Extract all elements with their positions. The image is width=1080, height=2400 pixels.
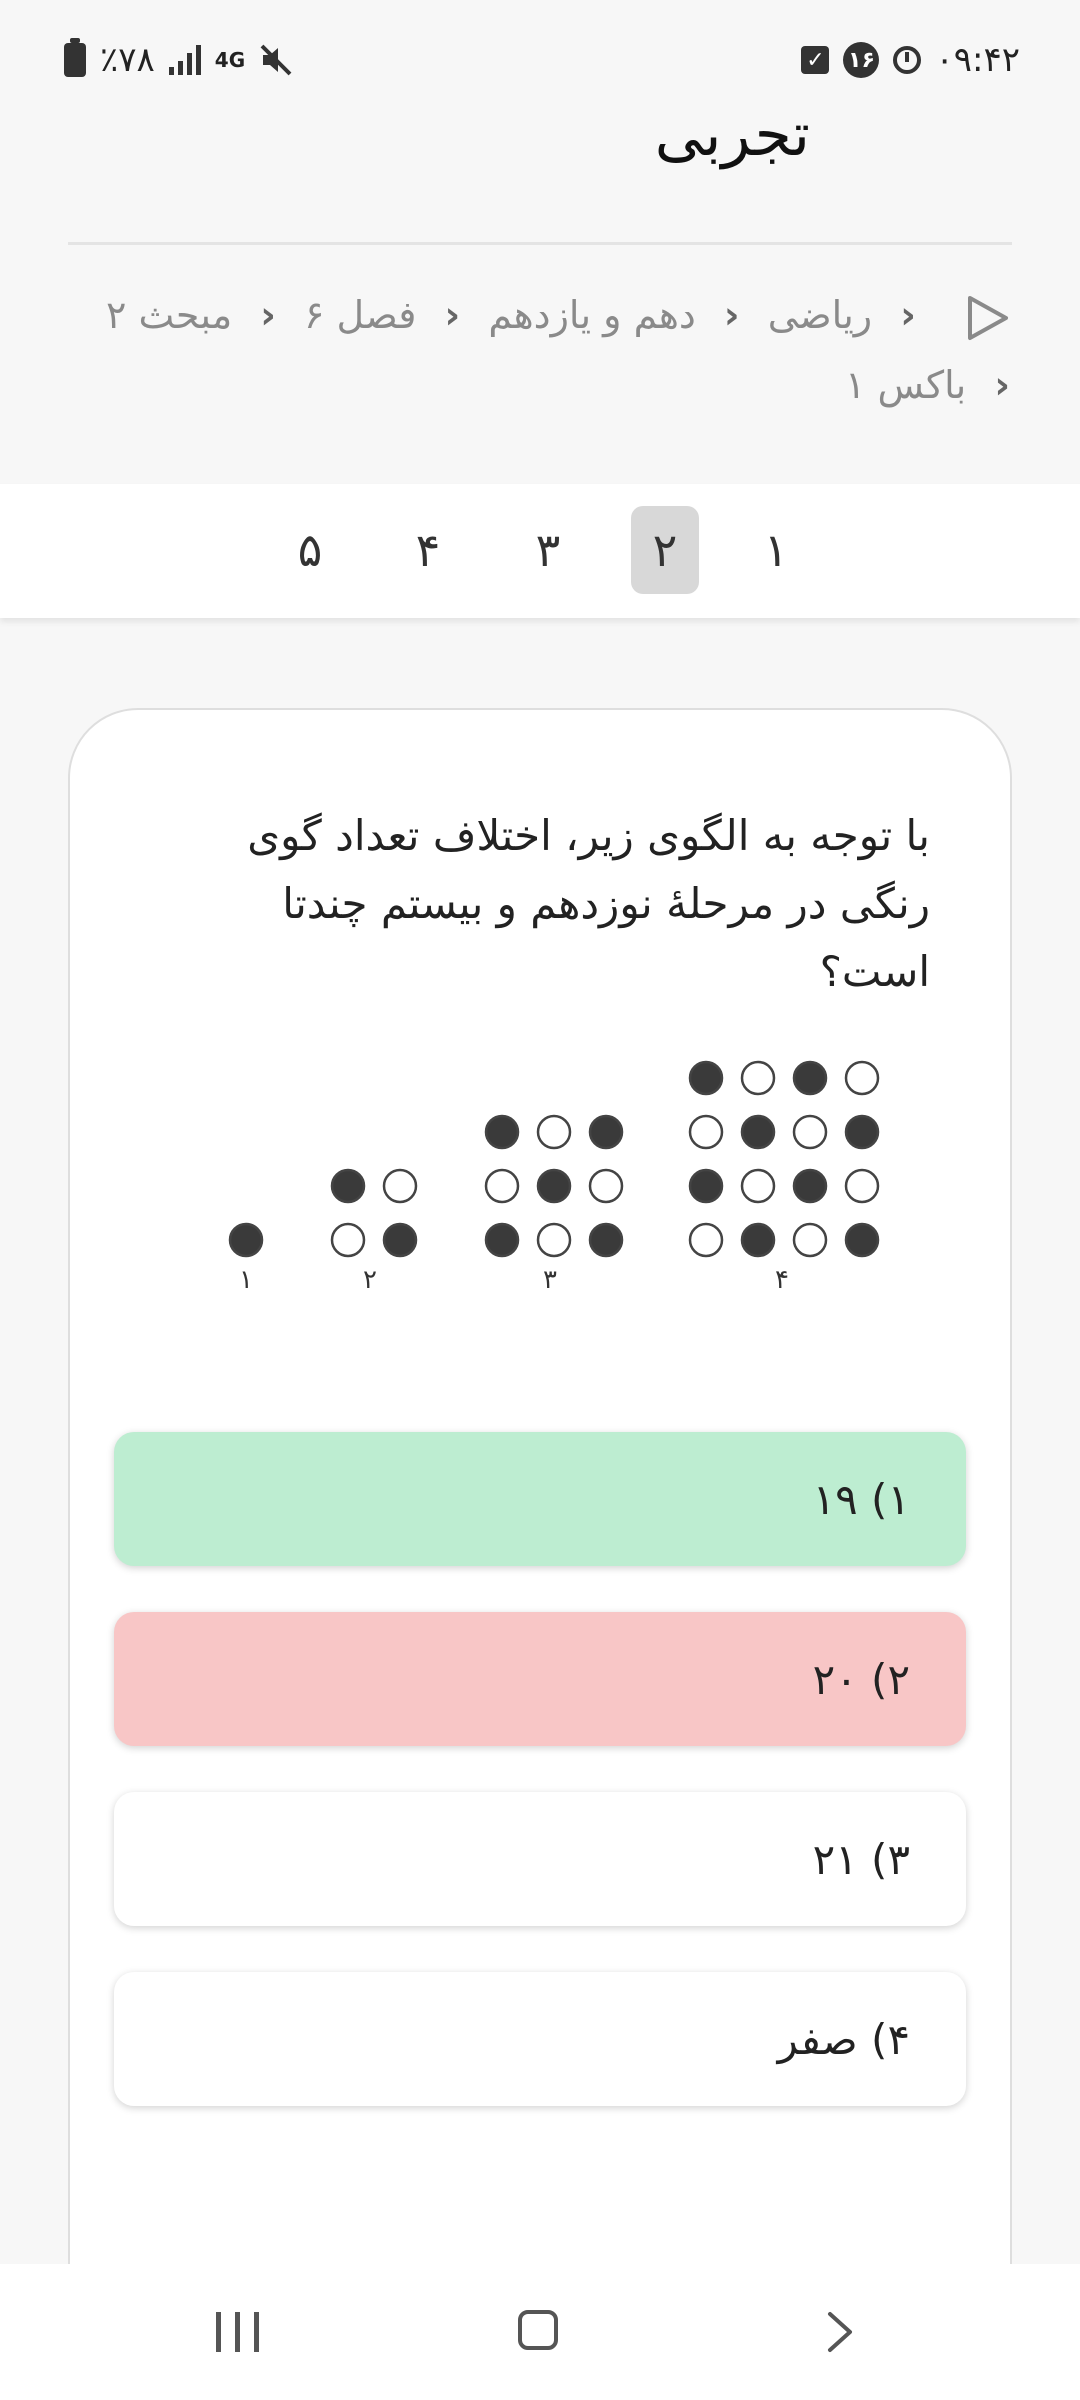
white-ball bbox=[538, 1224, 570, 1256]
colored-ball bbox=[794, 1170, 826, 1202]
tab-4[interactable]: ۴ bbox=[415, 523, 441, 577]
chevron-icon: ‹ bbox=[723, 293, 740, 337]
white-ball bbox=[846, 1170, 878, 1202]
mute-icon bbox=[259, 43, 293, 77]
stage-label: ۴ bbox=[775, 1265, 789, 1295]
colored-ball bbox=[590, 1116, 622, 1148]
breadcrumb-item-chapter[interactable]: فصل ۶ bbox=[304, 293, 417, 337]
breadcrumb-item-topic[interactable]: مبحث ۲ bbox=[106, 293, 233, 337]
white-ball bbox=[794, 1224, 826, 1256]
colored-ball bbox=[846, 1224, 878, 1256]
white-ball bbox=[846, 1062, 878, 1094]
colored-ball bbox=[384, 1224, 416, 1256]
stage-label: ۱ bbox=[239, 1265, 253, 1295]
status-time: ۰۹:۴۲ bbox=[935, 40, 1020, 80]
battery-level: ٪۷۸ bbox=[100, 40, 155, 80]
back-icon[interactable] bbox=[824, 2310, 856, 2354]
option-1[interactable]: ۱) ۱۹ bbox=[114, 1432, 966, 1566]
colored-ball bbox=[794, 1062, 826, 1094]
option-3[interactable]: ۳) ۲۱ bbox=[114, 1792, 966, 1926]
white-ball bbox=[742, 1062, 774, 1094]
system-nav-bar bbox=[0, 2264, 1080, 2400]
breadcrumb-item-grade[interactable]: دهم و یازدهم bbox=[488, 293, 696, 337]
colored-ball bbox=[742, 1224, 774, 1256]
header-divider bbox=[68, 242, 1012, 245]
battery-icon bbox=[64, 43, 86, 77]
white-ball bbox=[384, 1170, 416, 1202]
question-card bbox=[68, 708, 1012, 2348]
page-title: تجربی bbox=[654, 100, 810, 170]
breadcrumb bbox=[70, 280, 1010, 420]
colored-ball bbox=[846, 1116, 878, 1148]
colored-ball bbox=[690, 1170, 722, 1202]
stage-label: ۲ bbox=[363, 1265, 377, 1295]
timer-icon bbox=[893, 46, 921, 74]
tab-5[interactable]: ۵ bbox=[297, 523, 323, 577]
colored-ball bbox=[230, 1224, 262, 1256]
network-4g-icon: 4G bbox=[214, 48, 246, 72]
chevron-icon: ‹ bbox=[994, 363, 1010, 407]
status-bar bbox=[0, 0, 1080, 120]
option-4[interactable]: ۴) صفر bbox=[114, 1972, 966, 2106]
white-ball bbox=[332, 1224, 364, 1256]
colored-ball bbox=[690, 1062, 722, 1094]
chevron-icon: ‹ bbox=[900, 293, 916, 337]
white-ball bbox=[690, 1116, 722, 1148]
white-ball bbox=[742, 1170, 774, 1202]
ball-pattern-figure bbox=[150, 1000, 950, 1340]
status-left bbox=[64, 40, 293, 80]
white-ball bbox=[590, 1170, 622, 1202]
question-text: با توجه به الگوی زیر، اختلاف تعداد گوی رنگی در مرحلۀ نوزدهم و بیستم چندتا است؟ bbox=[247, 811, 930, 996]
tab-1[interactable]: ۱ bbox=[763, 523, 789, 577]
chevron-icon: ‹ bbox=[444, 293, 461, 337]
status-right bbox=[801, 40, 1020, 80]
question-tabs bbox=[0, 484, 1080, 618]
option-2[interactable]: ۲) ۲۰ bbox=[114, 1612, 966, 1746]
play-icon[interactable] bbox=[966, 294, 1010, 342]
checkbox-icon: ✓ bbox=[801, 46, 829, 74]
recent-apps-icon[interactable] bbox=[216, 2312, 259, 2352]
chevron-icon: ‹ bbox=[260, 293, 276, 337]
white-ball bbox=[690, 1224, 722, 1256]
stage-label: ۳ bbox=[543, 1265, 557, 1295]
home-icon[interactable] bbox=[518, 2310, 558, 2350]
colored-ball bbox=[742, 1116, 774, 1148]
white-ball bbox=[486, 1170, 518, 1202]
breadcrumb-item-math[interactable]: ریاضی bbox=[767, 293, 873, 337]
colored-ball bbox=[486, 1116, 518, 1148]
breadcrumb-item-box[interactable]: باکس ۱ bbox=[845, 363, 967, 407]
tab-2[interactable]: ۲ bbox=[631, 506, 699, 594]
pattern-balls bbox=[230, 1008, 950, 1256]
notification-badge-icon: ۱۶ bbox=[843, 42, 879, 78]
colored-ball bbox=[332, 1170, 364, 1202]
white-ball bbox=[538, 1116, 570, 1148]
tab-3[interactable]: ۳ bbox=[535, 523, 561, 577]
white-ball bbox=[794, 1116, 826, 1148]
colored-ball bbox=[486, 1224, 518, 1256]
colored-ball bbox=[538, 1170, 570, 1202]
colored-ball bbox=[590, 1224, 622, 1256]
signal-icon bbox=[169, 45, 201, 75]
